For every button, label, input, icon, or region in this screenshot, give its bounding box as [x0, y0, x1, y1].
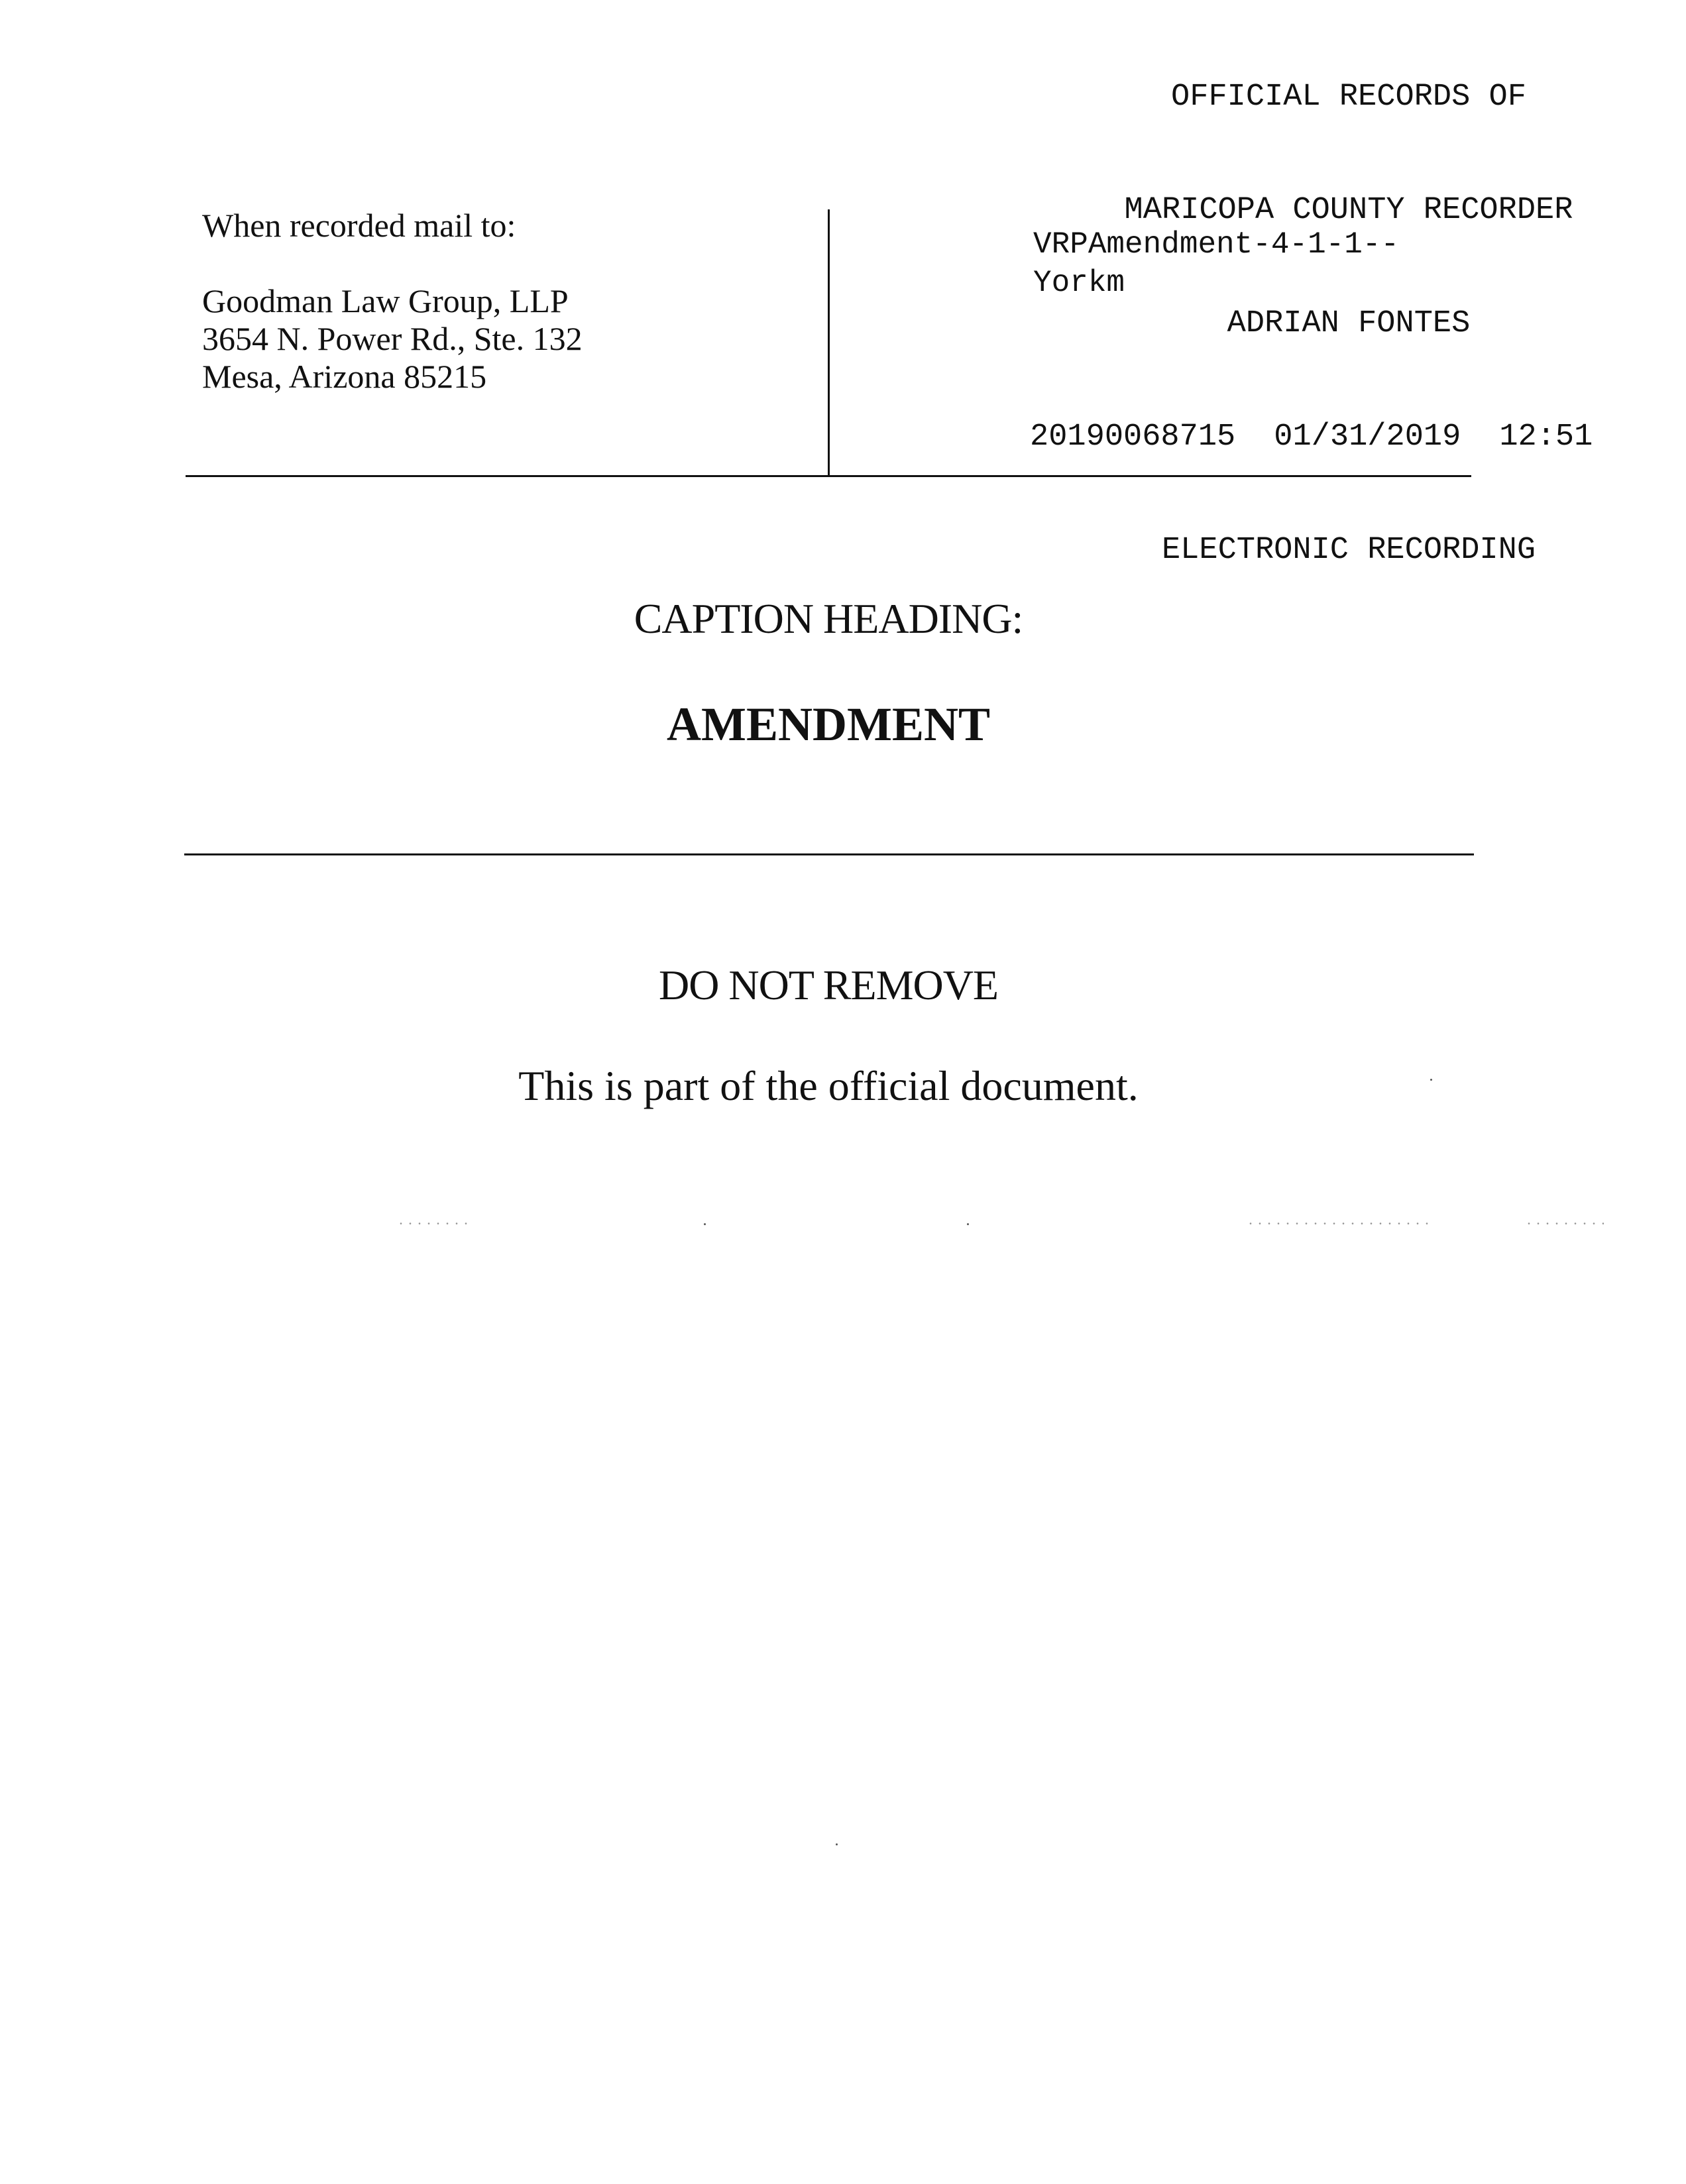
stamp-line-official-records: OFFICIAL RECORDS OF	[1171, 80, 1526, 115]
stamp-record-number: 20190068715	[1030, 419, 1236, 455]
scan-speck	[967, 1223, 969, 1225]
return-address-block	[202, 207, 799, 396]
notice-heading: DO NOT REMOVE	[658, 961, 999, 1009]
stamp-line-county-recorder: MARICOPA COUNTY RECORDER	[1124, 193, 1573, 228]
scan-speck-row	[1524, 1223, 1604, 1225]
document-reference-line-2: Yorkm	[1033, 266, 1125, 300]
stamp-line-recorder-name: ADRIAN FONTES	[1227, 306, 1471, 341]
address-line-firm: Goodman Law Group, LLP	[202, 282, 569, 319]
document-reference	[1033, 225, 1497, 302]
scan-speck-row	[396, 1223, 469, 1225]
caption-heading: CAPTION HEADING:	[634, 595, 1023, 642]
scan-speck	[704, 1223, 706, 1225]
scan-speck	[836, 1843, 838, 1845]
address-line-city: Mesa, Arizona 85215	[202, 358, 487, 395]
stamp-record-info	[1021, 418, 1677, 456]
notice-text: This is part of the official document.	[518, 1062, 1139, 1109]
caption-title: AMENDMENT	[667, 698, 990, 751]
stamp-record-time: 12:51	[1499, 419, 1593, 455]
document-reference-line-1: VRPAmendment-4-1-1--	[1033, 227, 1400, 262]
address-line-street: 3654 N. Power Rd., Ste. 132	[202, 320, 583, 357]
header-horizontal-rule	[186, 475, 1471, 477]
recorder-stamp	[1021, 3, 1677, 607]
scan-speck	[1430, 1079, 1432, 1081]
stamp-record-date: 01/31/2019	[1274, 419, 1461, 455]
mail-to-label: When recorded mail to:	[202, 207, 516, 244]
caption-horizontal-rule	[184, 853, 1474, 855]
scan-speck-row	[1246, 1223, 1432, 1225]
header-vertical-divider	[828, 209, 830, 477]
stamp-line-electronic-recording: ELECTRONIC RECORDING	[1161, 533, 1536, 568]
